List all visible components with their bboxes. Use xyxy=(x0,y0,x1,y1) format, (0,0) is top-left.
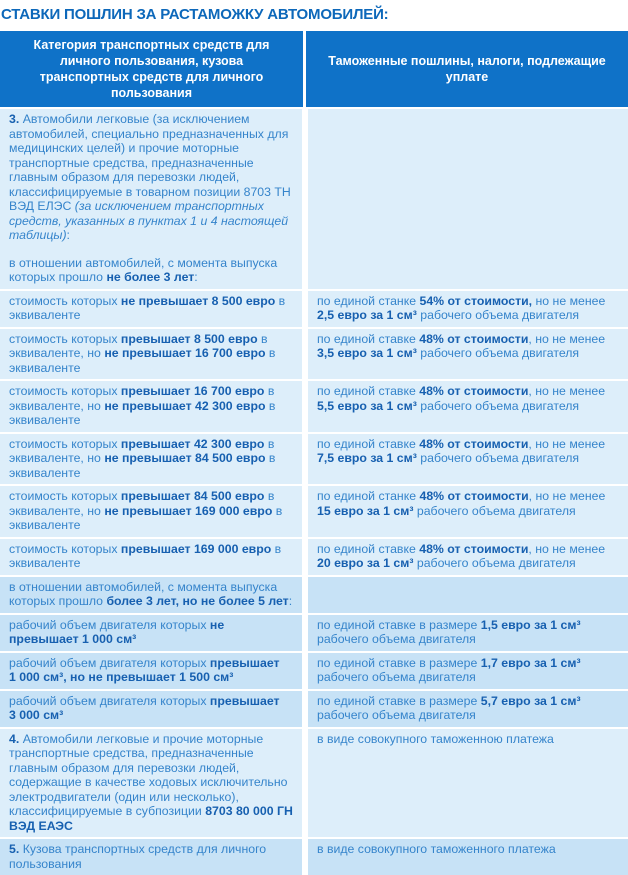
page-title: СТАВКИ ПОШЛИН ЗА РАСТАМОЖКУ АВТОМОБИЛЕЙ: xyxy=(1,6,389,23)
duty-cell: по единой станке 54% от стоимости, но не менее 2,5 евро за 1 см³ рабочего объема двигателя xyxy=(308,291,628,327)
category-cell: стоимость которых превышает 42 300 евро в эквиваленте, но не превышает 84 500 евро в эквиваленте xyxy=(0,434,302,485)
category-cell: рабочий объем двигателя которых превышает 3 000 см³ xyxy=(0,691,302,727)
duty-cell: по единой ставке 48% от стоимости, но не менее 7,5 евро за 1 см³ рабочего объема двигателя xyxy=(308,434,628,485)
table-row xyxy=(0,381,628,432)
table-row xyxy=(0,434,628,485)
category-cell: стоимость которых превышает 16 700 евро в эквиваленте, но не превышает 42 300 евро в эквиваленте xyxy=(0,381,302,432)
table-row xyxy=(0,615,628,651)
category-cell: рабочий объем двигателя которых не превышает 1 000 см³ xyxy=(0,615,302,651)
table-header-row xyxy=(0,31,628,107)
category-cell: 5. Кузова транспортных средств для личного пользования xyxy=(0,839,302,875)
category-cell: в отношении автомобилей, с момента выпуска которых прошло более 3 лет, но не более 5 лет: xyxy=(0,577,302,613)
table-row xyxy=(0,729,628,838)
table-row xyxy=(0,486,628,537)
duty-cell: в виде совокупного таможенною платежа xyxy=(308,729,628,838)
duty-cell: по единой ставке 48% от стоимости, но не менее 5,5 евро за 1 см³ рабочего объема двигателя xyxy=(308,381,628,432)
category-cell: 3. Автомобили легковые (за исключением автомобилей, специально предназначенных для медицинских целей) и прочие моторные транспортные средства, предназначенные главным образом для перевозки людей, классифицируемые в товарном позиции 8703 ТН ВЭД ЕЛЭС (за исключением транспортных средств, указанных в пунктах 1 и 4 настоящей таблицы): в отношении автомобилей, с момента выпуска которых прошло не более 3 лет: xyxy=(0,109,302,289)
category-cell: рабочий объем двигателя которых превышает 1 000 см³, но не превышает 1 500 см³ xyxy=(0,653,302,689)
duty-cell xyxy=(308,577,628,613)
duty-cell: по единой ставке в размере 1,7 евро за 1 см³ рабочего объема двигателя xyxy=(308,653,628,689)
duty-cell: по единой ставке в размере 5,7 евро за 1 см³ рабочего объема двигателя xyxy=(308,691,628,727)
duty-cell xyxy=(308,109,628,289)
table-row xyxy=(0,839,628,875)
header-cell-duties: Таможенные пошлины, налоги, подлежащие уплате xyxy=(306,31,628,107)
duty-cell: по единой ставке 48% от стоимости, но не менее 3,5 евро за 1 см³ рабочего объема двигателя xyxy=(308,329,628,380)
table-row xyxy=(0,291,628,327)
duty-cell: по единой станке 48% от стоимости, но не менее 15 евро за 1 см³ рабочего объема двигателя xyxy=(308,486,628,537)
category-cell: 4. Автомобили легковые и прочие моторные транспортные средства, предназначенные главным образом для перевозки людей, содержащие в качестве ходовых исключительно электродвигатели (один или несколько), классифицируемые в субпозиции 8703 80 000 ГН ВЭД ЕАЭС xyxy=(0,729,302,838)
duty-cell: по единой ставке 48% от стоимости, но не менее 20 евро за 1 см³ рабочего объема двигателя xyxy=(308,539,628,575)
duty-cell: в виде совокупного таможенного платежа xyxy=(308,839,628,875)
table-row xyxy=(0,539,628,575)
duty-rates-table xyxy=(0,31,628,875)
table-row xyxy=(0,109,628,289)
table-row xyxy=(0,653,628,689)
category-cell: стоимость которых превышает 8 500 евро в эквиваленте, но не превышает 16 700 евро в эквиваленте xyxy=(0,329,302,380)
category-cell: стоимость которых не превышает 8 500 евро в эквиваленте xyxy=(0,291,302,327)
category-cell: стоимость которых превышает 84 500 евро в эквиваленте, но не превышает 169 000 евро в эквиваленте xyxy=(0,486,302,537)
table-row xyxy=(0,329,628,380)
table-row xyxy=(0,577,628,613)
header-cell-category: Категория транспортных средств для личного пользования, кузова транспортных средств для личного пользования xyxy=(0,31,303,107)
duty-cell: по единой ставке в размере 1,5 евро за 1 см³ рабочего объема двигателя xyxy=(308,615,628,651)
table-row xyxy=(0,691,628,727)
category-cell: стоимость которых превышает 169 000 евро в эквиваленте xyxy=(0,539,302,575)
